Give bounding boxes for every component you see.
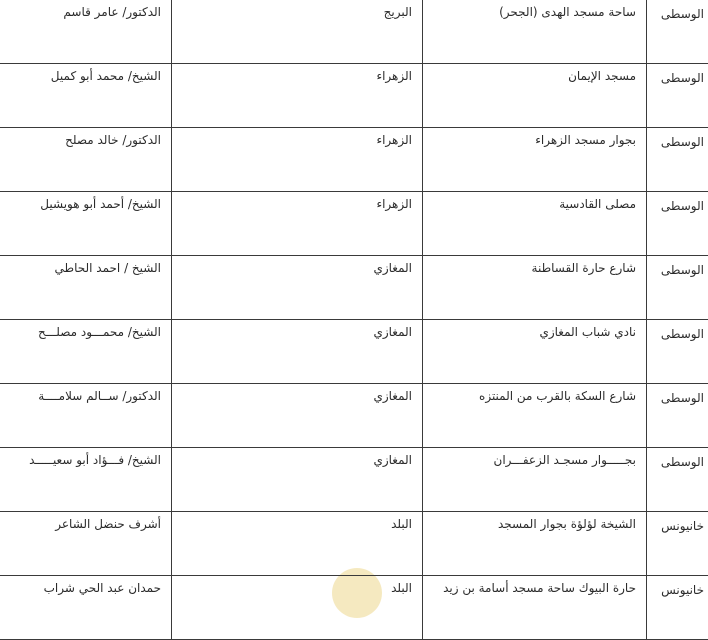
speaker-name: الدكتور/ ســالم سلامــــة	[38, 389, 161, 403]
place-text: مصلى القادسية	[559, 196, 636, 212]
place-cell	[423, 448, 647, 512]
table-row	[0, 576, 708, 640]
region-cell	[647, 64, 708, 128]
area-text: الزهراء	[376, 69, 412, 83]
place-cell	[423, 192, 647, 256]
speaker-cell	[0, 64, 172, 128]
area-text: البريج	[384, 5, 412, 19]
speaker-name: الشيخ/ محمد أبو كميل	[51, 69, 161, 83]
place-text: بجوار مسجد الزهراء	[535, 132, 636, 148]
place-cell	[423, 512, 647, 576]
area-cell	[172, 512, 423, 576]
place-text: نادي شباب المغازي	[539, 324, 636, 340]
region-cell	[647, 448, 708, 512]
table-row	[0, 192, 708, 256]
region-text: الوسطى	[661, 198, 704, 214]
speaker-cell	[0, 0, 172, 64]
area-text: البلد	[391, 581, 412, 595]
area-cell	[172, 64, 423, 128]
speaker-name: الشيخ/ فـــؤاد أبو سعيـــــد	[29, 453, 161, 467]
area-cell	[172, 448, 423, 512]
region-text: الوسطى	[661, 6, 704, 22]
speaker-cell	[0, 192, 172, 256]
region-cell	[647, 320, 708, 384]
table-row	[0, 320, 708, 384]
table-row	[0, 128, 708, 192]
area-cell	[172, 192, 423, 256]
speaker-cell	[0, 512, 172, 576]
area-text: البلد	[391, 517, 412, 531]
region-cell	[647, 384, 708, 448]
region-cell	[647, 0, 708, 64]
speaker-name: الشيخ/ أحمد أبو هويشيل	[40, 197, 161, 211]
place-text: الشيخة لؤلؤة بجوار المسجد	[498, 516, 636, 532]
area-text: المغازي	[373, 389, 412, 403]
place-text: شارع السكة بالقرب من المنتزه	[479, 388, 636, 404]
area-cell	[172, 384, 423, 448]
speaker-cell	[0, 256, 172, 320]
speaker-cell	[0, 128, 172, 192]
region-cell	[647, 576, 708, 640]
region-cell	[647, 192, 708, 256]
area-cell	[172, 320, 423, 384]
place-cell	[423, 320, 647, 384]
speaker-cell	[0, 384, 172, 448]
region-text: الوسطى	[661, 134, 704, 150]
region-cell	[647, 256, 708, 320]
table-row	[0, 448, 708, 512]
area-text: الزهراء	[376, 197, 412, 211]
table-row	[0, 256, 708, 320]
speaker-name: الشيخ/ محمـــود مصلـــح	[38, 325, 161, 339]
area-cell	[172, 256, 423, 320]
place-text: ساحة مسجد الهدى (الجحر)	[499, 4, 636, 20]
table-row	[0, 64, 708, 128]
area-cell	[172, 128, 423, 192]
place-cell	[423, 256, 647, 320]
region-text: الوسطى	[661, 326, 704, 342]
region-text: الوسطى	[661, 454, 704, 470]
region-text: خانيونس	[661, 518, 704, 534]
region-text: خانيونس	[661, 582, 704, 598]
speaker-name: حمدان عبد الحي شراب	[44, 581, 161, 595]
region-cell	[647, 512, 708, 576]
area-text: المغازي	[373, 261, 412, 275]
area-cell	[172, 0, 423, 64]
speaker-cell	[0, 448, 172, 512]
place-cell	[423, 128, 647, 192]
place-text: مسجد الإيمان	[568, 68, 636, 84]
place-cell	[423, 576, 647, 640]
speaker-name: الدكتور/ خالد مصلح	[65, 133, 161, 147]
place-text: شارع حارة القساطنة	[532, 260, 636, 276]
place-cell	[423, 0, 647, 64]
table-row	[0, 0, 708, 64]
area-cell	[172, 576, 423, 640]
region-text: الوسطى	[661, 390, 704, 406]
region-text: الوسطى	[661, 70, 704, 86]
region-text: الوسطى	[661, 262, 704, 278]
table-row	[0, 384, 708, 448]
speaker-name: الدكتور/ عامر قاسم	[63, 5, 161, 19]
area-text: المغازي	[373, 325, 412, 339]
table-row	[0, 512, 708, 576]
place-text: حارة البيوك ساحة مسجد أسامة بن زيد	[443, 580, 636, 596]
region-cell	[647, 128, 708, 192]
area-text: الزهراء	[376, 133, 412, 147]
speaker-cell	[0, 320, 172, 384]
place-cell	[423, 384, 647, 448]
place-cell	[423, 64, 647, 128]
speaker-name: أشرف حنضل الشاعر	[55, 517, 161, 531]
speaker-cell	[0, 576, 172, 640]
speaker-name: الشيخ / احمد الحاطي	[55, 261, 161, 275]
area-text: المغازي	[373, 453, 412, 467]
place-text: بجـــــوار مسجـد الزعفـــران	[494, 452, 636, 468]
